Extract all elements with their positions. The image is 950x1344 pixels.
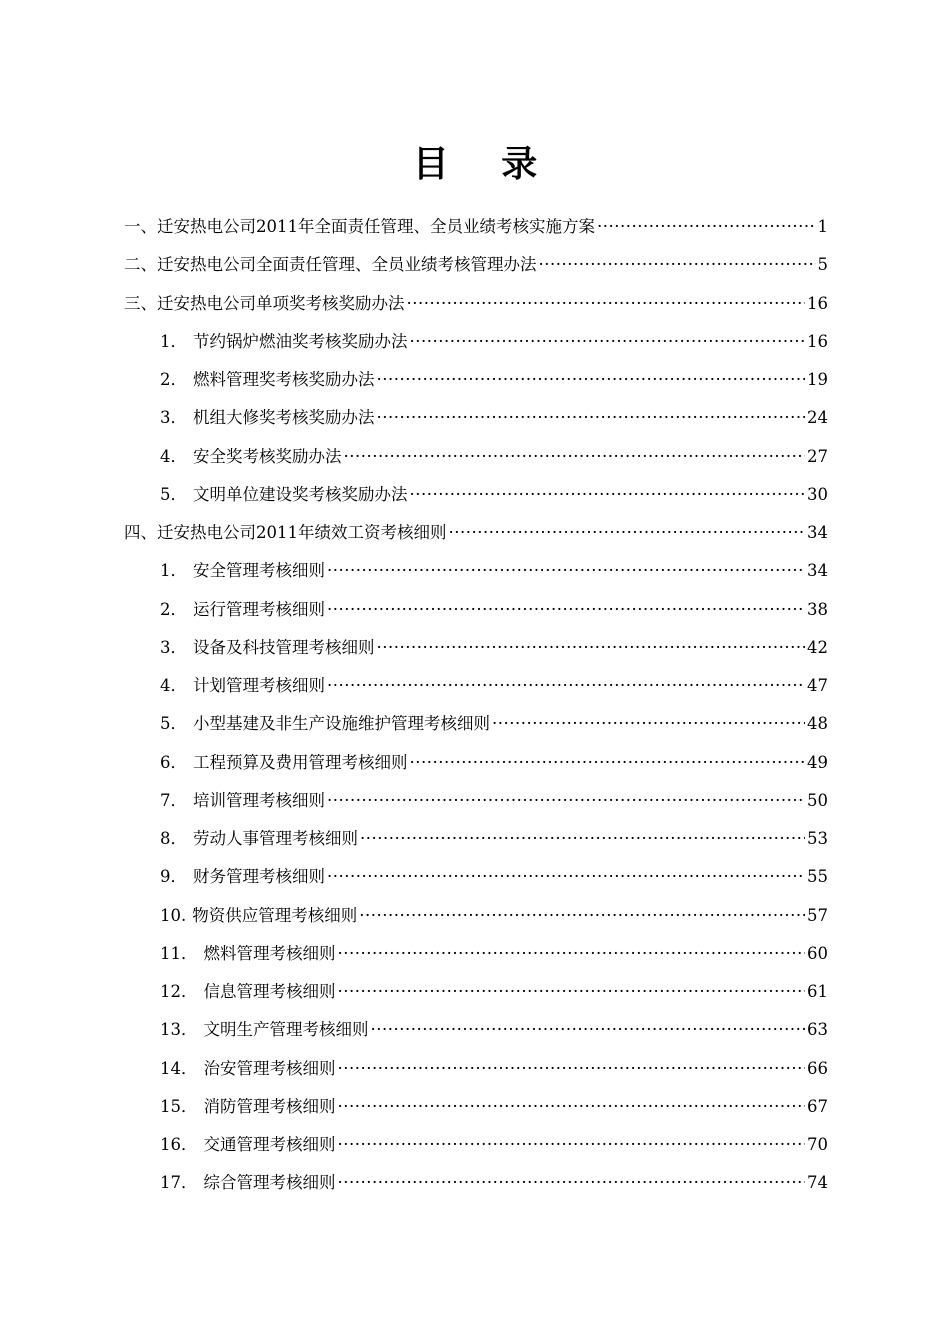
toc-entry-4-10[interactable]: [124, 897, 828, 935]
entry-title: 治安管理考核细则: [203, 1058, 336, 1078]
toc-entry-4-15[interactable]: [124, 1088, 828, 1126]
toc-entry-4-4[interactable]: [124, 667, 828, 705]
dot-leader: [327, 552, 805, 590]
entry-number: 4．: [160, 676, 187, 695]
entry-page-number: 34: [807, 561, 828, 581]
table-of-contents: [124, 208, 828, 1203]
dot-leader: [327, 667, 805, 705]
dot-leader: [449, 514, 806, 552]
dot-leader: [338, 973, 806, 1011]
dot-leader: [344, 438, 806, 476]
entry-page-number: 67: [807, 1096, 828, 1116]
entry-title: 迁安热电公司单项奖考核奖励办法: [157, 293, 405, 313]
entry-page-number: 60: [807, 943, 828, 963]
entry-title: 文明生产管理考核细则: [203, 1020, 369, 1040]
entry-number: 13．: [160, 1020, 198, 1040]
entry-page-number: 42: [807, 637, 828, 657]
toc-entry-4-12[interactable]: [124, 973, 828, 1011]
entry-title: 迁安热电公司全面责任管理、全员业绩考核管理办法: [157, 255, 537, 275]
entry-title: 消防管理考核细则: [203, 1096, 336, 1116]
entry-title: 工程预算及费用管理考核细则: [193, 752, 408, 772]
page-title: 目 录: [412, 143, 558, 185]
entry-number: 11．: [160, 943, 198, 963]
entry-page-number: 19: [807, 370, 828, 389]
entry-number: 3．: [160, 408, 187, 428]
entry-number: 10.: [160, 905, 187, 925]
entry-number: 15．: [160, 1096, 198, 1116]
entry-number: 5．: [160, 484, 187, 504]
entry-title: 文明单位建设奖考核奖励办法: [193, 484, 408, 504]
entry-title: 迁安热电公司2011年全面责任管理、全员业绩考核实施方案: [157, 217, 595, 236]
entry-title: 运行管理考核细则: [193, 599, 325, 619]
dot-leader: [338, 935, 806, 973]
toc-entry-3[interactable]: [124, 285, 828, 323]
toc-entry-4-1[interactable]: [124, 552, 828, 590]
toc-entry-3-3[interactable]: [124, 399, 828, 437]
entry-page-number: 47: [807, 676, 828, 695]
dot-leader: [360, 820, 805, 858]
toc-entry-3-5[interactable]: [124, 476, 828, 514]
dot-leader: [410, 323, 806, 361]
entry-number: 8．: [160, 829, 187, 848]
entry-title: 燃料管理奖考核奖励办法: [193, 370, 375, 389]
entry-page-number: 74: [807, 1173, 828, 1193]
entry-title: 安全管理考核细则: [193, 561, 325, 581]
entry-number: 7．: [160, 790, 187, 810]
entry-title: 节约锅炉燃油奖考核奖励办法: [193, 331, 408, 351]
toc-entry-4-2[interactable]: [124, 591, 828, 629]
entry-number: 二、: [124, 255, 157, 275]
entry-number: 12．: [160, 982, 198, 1001]
entry-page-number: 16: [807, 331, 828, 351]
dot-leader: [377, 399, 806, 437]
toc-entry-1[interactable]: [124, 208, 828, 246]
entry-number: 一、: [124, 217, 157, 236]
dot-leader: [327, 591, 805, 629]
entry-page-number: 63: [807, 1020, 828, 1040]
toc-entry-4[interactable]: [124, 514, 828, 552]
dot-leader: [377, 361, 806, 399]
dot-leader: [338, 1050, 806, 1088]
entry-page-number: 57: [807, 905, 828, 925]
entry-number: 1．: [160, 331, 187, 351]
toc-entry-4-7[interactable]: [124, 782, 828, 820]
entry-number: 四、: [124, 523, 157, 542]
entry-page-number: 27: [807, 446, 828, 466]
entry-title: 综合管理考核细则: [203, 1173, 336, 1193]
entry-title: 计划管理考核细则: [193, 676, 325, 695]
toc-entry-4-17[interactable]: [124, 1164, 828, 1202]
entry-page-number: 1: [817, 217, 828, 236]
toc-entry-4-14[interactable]: [124, 1050, 828, 1088]
toc-entry-4-11[interactable]: [124, 935, 828, 973]
entry-title: 机组大修奖考核奖励办法: [193, 408, 375, 428]
entry-number: 4．: [160, 446, 187, 466]
entry-title: 物资供应管理考核细则: [192, 905, 358, 925]
toc-entry-3-2[interactable]: [124, 361, 828, 399]
entry-number: 2．: [160, 599, 187, 619]
entry-page-number: 50: [807, 790, 828, 810]
entry-number: 1．: [160, 561, 187, 581]
entry-page-number: 53: [807, 829, 828, 848]
entry-number: 三、: [124, 293, 157, 313]
entry-title: 燃料管理考核细则: [203, 943, 336, 963]
dot-leader: [327, 782, 805, 820]
toc-entry-4-3[interactable]: [124, 629, 828, 667]
dot-leader: [359, 897, 805, 935]
entry-number: 16．: [160, 1135, 198, 1154]
dot-leader: [407, 285, 806, 323]
entry-page-number: 49: [807, 752, 828, 772]
entry-title: 交通管理考核细则: [203, 1135, 336, 1154]
dot-leader: [338, 1164, 806, 1202]
entry-number: 2．: [160, 370, 187, 389]
entry-page-number: 61: [807, 982, 828, 1001]
entry-page-number: 34: [807, 523, 828, 542]
entry-title: 设备及科技管理考核细则: [193, 637, 375, 657]
entry-title: 培训管理考核细则: [193, 790, 325, 810]
dot-leader: [371, 1011, 806, 1049]
toc-entry-4-9[interactable]: [124, 858, 828, 896]
toc-entry-4-13[interactable]: [124, 1011, 828, 1049]
entry-title: 财务管理考核细则: [193, 867, 325, 887]
dot-leader: [338, 1126, 806, 1164]
entry-page-number: 48: [807, 714, 828, 734]
entry-page-number: 55: [807, 867, 828, 887]
entry-title: 安全奖考核奖励办法: [193, 446, 342, 466]
entry-number: 17．: [160, 1173, 198, 1193]
entry-page-number: 66: [807, 1058, 828, 1078]
entry-page-number: 70: [807, 1135, 828, 1154]
dot-leader: [338, 1088, 806, 1126]
dot-leader: [327, 858, 805, 896]
entry-page-number: 30: [807, 484, 828, 504]
toc-entry-2[interactable]: [124, 246, 828, 284]
entry-title: 信息管理考核细则: [203, 982, 336, 1001]
dot-leader: [597, 208, 816, 246]
toc-entry-4-6[interactable]: [124, 744, 828, 782]
entry-number: 14．: [160, 1058, 198, 1078]
dot-leader: [410, 476, 806, 514]
entry-page-number: 16: [807, 293, 828, 313]
entry-page-number: 5: [817, 255, 828, 275]
toc-entry-3-1[interactable]: [124, 323, 828, 361]
entry-page-number: 24: [807, 408, 828, 428]
entry-title: 劳动人事管理考核细则: [193, 829, 358, 848]
dot-leader: [377, 629, 806, 667]
dot-leader: [410, 744, 806, 782]
entry-number: 6．: [160, 752, 187, 772]
entry-number: 5．: [160, 714, 187, 734]
entry-number: 3．: [160, 637, 187, 657]
toc-entry-4-16[interactable]: [124, 1126, 828, 1164]
toc-entry-3-4[interactable]: [124, 438, 828, 476]
dot-leader: [492, 705, 805, 743]
dot-leader: [539, 246, 816, 284]
toc-entry-4-5[interactable]: [124, 705, 828, 743]
entry-page-number: 38: [807, 599, 828, 619]
entry-title: 小型基建及非生产设施维护管理考核细则: [193, 714, 490, 734]
entry-title: 迁安热电公司2011年绩效工资考核细则: [157, 523, 447, 542]
entry-number: 9．: [160, 867, 187, 887]
toc-entry-4-8[interactable]: [124, 820, 828, 858]
